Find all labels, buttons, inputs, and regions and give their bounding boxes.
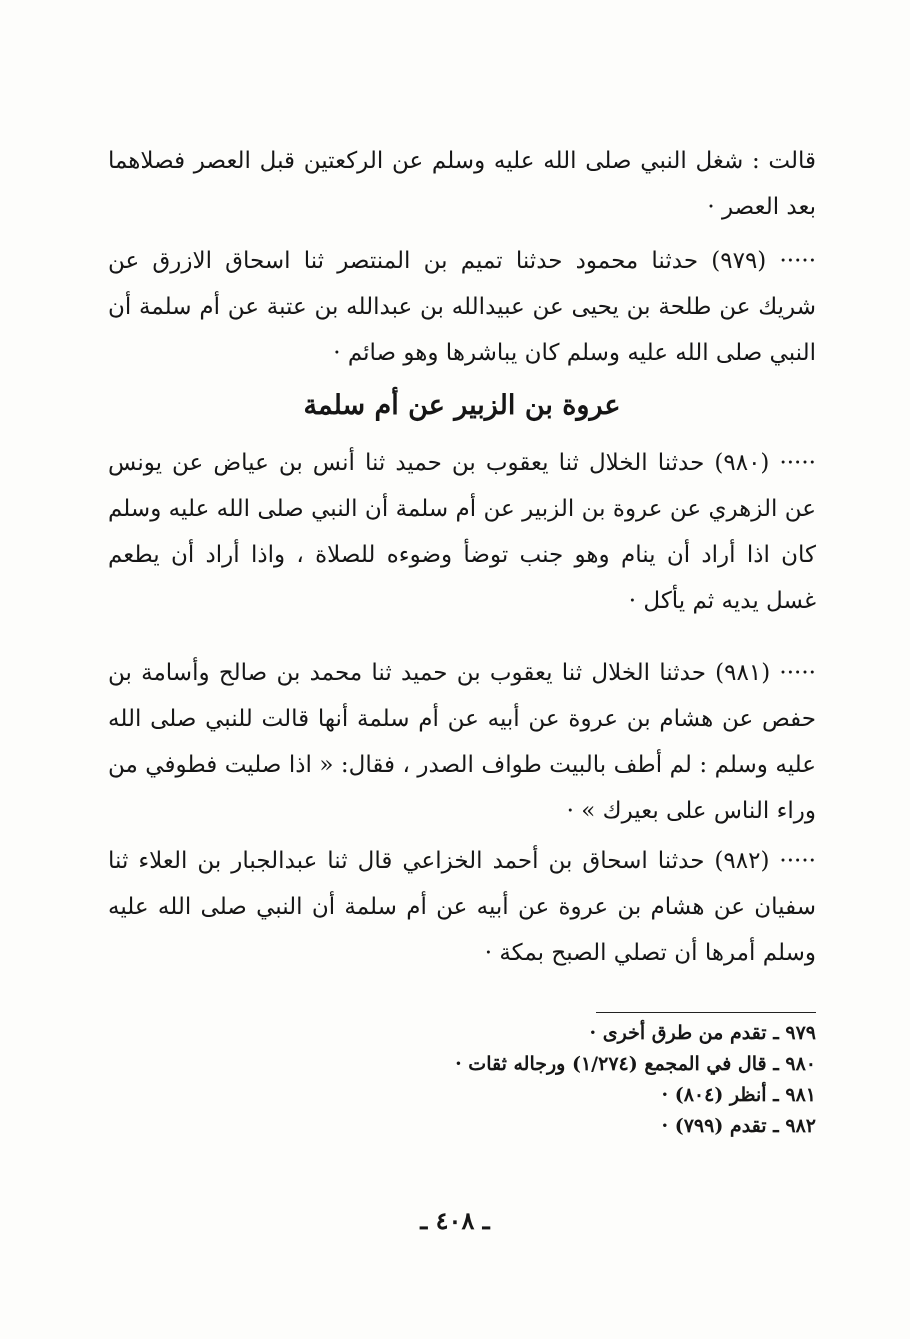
paragraph-continuation: قالت : شغل النبي صلى الله عليه وسلم عن الركعتين قبل العصر فصلاهما بعد العصر · [108, 148, 816, 220]
footnote-979: ٩٧٩ ـ تقدم من طرق أخرى · [589, 1022, 816, 1044]
hadith-980: ····· (٩٨٠) حدثنا الخلال ثنا يعقوب بن حميد ثنا أنس بن عياض عن يونس عن الزهري عن عروة بن الزبير عن أم سلمة أن النبي صلى الله عليه وسلم كان اذا أراد أن ينام وهو جنب توضأ وضوءه للصلاة ، واذا أراد أن يطعم غسل يديه ثم يأكل · [108, 450, 816, 614]
footnote-980: ٩٨٠ ـ قال في المجمع (١/٢٧٤) ورجاله ثقات · [455, 1053, 816, 1075]
page-body [108, 138, 816, 976]
footnote-divider [596, 1012, 816, 1013]
section-heading: عروة بن الزبير عن أم سلمة [303, 390, 621, 421]
hadith-982: ····· (٩٨٢) حدثنا اسحاق بن أحمد الخزاعي قال ثنا عبدالجبار بن العلاء ثنا سفيان عن هشام بن عروة عن أبيه عن أم سلمة أن النبي صلى الله عليه وسلم أمرها أن تصلي الصبح بمكة · [108, 848, 816, 966]
footnote-981: ٩٨١ ـ أنظر (٨٠٤) · [661, 1084, 816, 1106]
page-number: ـ ٤٠٨ ـ [420, 1206, 490, 1235]
footnotes [455, 1018, 816, 1142]
footnote-982: ٩٨٢ ـ تقدم (٧٩٩) · [661, 1115, 816, 1137]
hadith-981: ····· (٩٨١) حدثنا الخلال ثنا يعقوب بن حميد ثنا محمد بن صالح وأسامة بن حفص عن هشام بن عروة عن أبيه عن أم سلمة أنها قالت للنبي صلى الله عليه وسلم : لم أطف بالبيت طواف الصدر ، فقال: « اذا صليت فطوفي من وراء الناس على بعيرك » · [108, 660, 816, 824]
hadith-979: ····· (٩٧٩) حدثنا محمود حدثنا تميم بن المنتصر ثنا اسحاق الازرق عن شريك عن طلحة بن يحيى عن عبيدالله بن عبدالله بن عتبة عن أم سلمة أن النبي صلى الله عليه وسلم كان يباشرها وهو صائم · [108, 248, 817, 366]
